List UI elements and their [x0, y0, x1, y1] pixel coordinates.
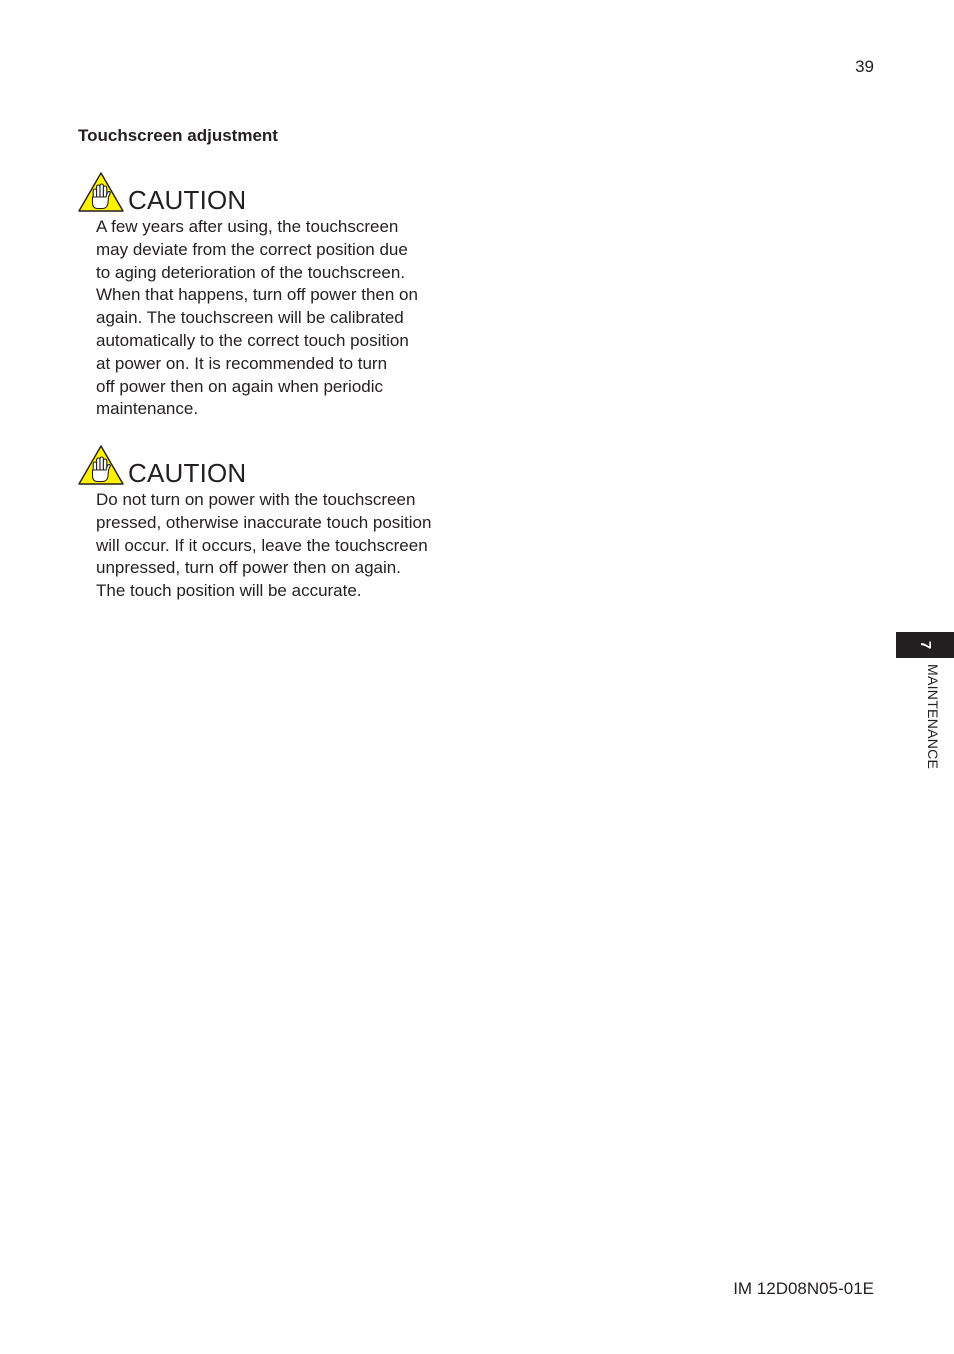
caution-line: The touch position will be accurate.: [96, 581, 362, 601]
caution-line: unpressed, turn off power then on again.: [96, 558, 401, 578]
chapter-number: 7: [917, 640, 934, 650]
caution-line: off power then on again when periodic: [96, 376, 383, 396]
chapter-label: MAINTENANCE: [925, 664, 941, 770]
caution-body: [96, 216, 476, 421]
caution-block-2: [78, 445, 478, 603]
section-heading: Touchscreen adjustment: [78, 126, 278, 145]
caution-line: Do not turn on power with the touchscreen: [96, 490, 416, 509]
caution-line: at power on. It is recommended to turn: [96, 353, 388, 373]
page-number: 39: [855, 57, 874, 76]
caution-block-1: [78, 172, 478, 421]
caution-line: may deviate from the correct position due: [96, 239, 408, 259]
caution-header: [78, 445, 478, 489]
caution-hand-icon: [78, 445, 124, 485]
caution-title: CAUTION: [128, 458, 247, 488]
caution-line: to aging deterioration of the touchscreen.: [96, 262, 406, 282]
caution-body: [96, 489, 476, 603]
caution-hand-icon: [78, 172, 124, 212]
caution-line: automatically to the correct touch position: [96, 330, 409, 350]
caution-line: will occur. If it occurs, leave the touchscreen: [96, 535, 428, 555]
caution-line: A few years after using, the touchscreen: [96, 217, 399, 236]
caution-title: CAUTION: [128, 185, 247, 215]
document-id: IM 12D08N05-01E: [733, 1279, 874, 1298]
caution-header: [78, 172, 478, 216]
caution-line: again. The touchscreen will be calibrated: [96, 308, 404, 328]
caution-line: maintenance.: [96, 399, 199, 419]
caution-line: When that happens, turn off power then on: [96, 285, 418, 305]
caution-line: pressed, otherwise inaccurate touch position: [96, 512, 432, 532]
